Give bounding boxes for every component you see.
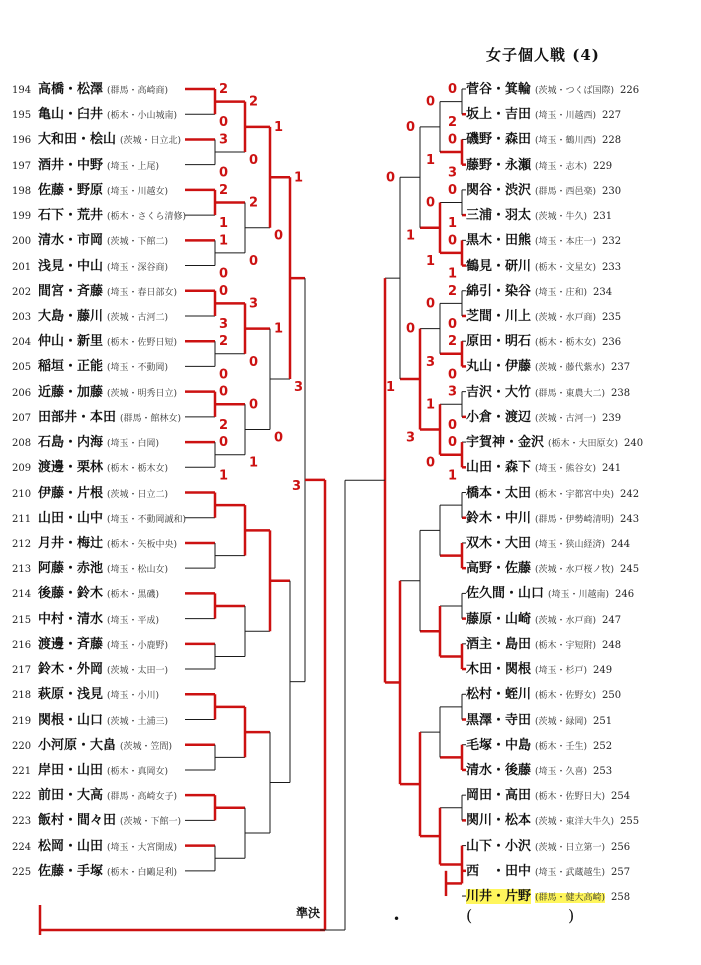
score-mark: 1 xyxy=(426,253,436,269)
entry-school: (埼玉・春日部女) xyxy=(107,287,178,298)
entry-number: 224 xyxy=(12,841,32,853)
entry-school: (群馬・高崎女子) xyxy=(107,792,178,803)
score-mark: 0 xyxy=(249,153,259,169)
entry-school: (茨城・水戸桜ノ牧) xyxy=(535,565,615,576)
entry-school: (栃木・大田原女) xyxy=(548,439,619,450)
entry-names: 稲垣・正能 xyxy=(38,359,104,375)
entry-number: 202 xyxy=(12,286,32,298)
score-mark: 0 xyxy=(448,233,458,249)
entry-number: 209 xyxy=(12,463,32,475)
score-mark: 0 xyxy=(219,115,229,131)
score-mark: 0 xyxy=(219,283,229,299)
entry-number: 239 xyxy=(602,412,622,424)
entry-names: 仲山・新里 xyxy=(38,334,104,350)
entry-school: (茨城・水戸商) xyxy=(535,312,597,323)
entry-number: 221 xyxy=(12,765,32,777)
entry-names: 酒井・中野 xyxy=(38,157,104,173)
entry-number: 257 xyxy=(611,866,631,878)
score-mark: 3 xyxy=(219,132,229,148)
score-mark: 3 xyxy=(448,384,458,400)
entry-school: (群馬・伊勢崎清明) xyxy=(535,514,615,525)
entry-number: 236 xyxy=(602,337,622,349)
entry-names: 藤原・山崎 xyxy=(466,611,532,627)
entry-names: 吉沢・大竹 xyxy=(466,384,532,400)
entry-names: 鶴見・研川 xyxy=(466,258,532,274)
entry-number: 230 xyxy=(602,185,622,197)
entry-school: (埼玉・熊谷女) xyxy=(535,464,597,475)
score-mark: 2 xyxy=(448,115,458,131)
entry-number: 222 xyxy=(12,791,32,803)
score-mark: 0 xyxy=(426,296,436,312)
entry-number: 201 xyxy=(12,261,32,273)
entry-number: 213 xyxy=(12,564,32,576)
score-mark: 0 xyxy=(448,417,458,433)
entry-names: 山田・森下 xyxy=(466,460,532,476)
entry-school: (栃木・真岡女) xyxy=(107,766,169,777)
entry-names: 間宮・斉藤 xyxy=(38,283,104,299)
score-mark: 0 xyxy=(219,384,229,400)
entry-names: 芝間・川上 xyxy=(466,308,532,324)
entry-names: 松村・蛭川 xyxy=(466,687,532,703)
score-mark: 0 xyxy=(448,367,458,383)
entry-school: (栃木・佐野女) xyxy=(535,691,597,702)
entry-names: 松岡・山田 xyxy=(38,838,104,854)
entry-names: 坂上・吉田 xyxy=(466,107,532,123)
entry-number: 227 xyxy=(602,110,622,122)
entry-number: 203 xyxy=(12,311,32,323)
entry-number: 245 xyxy=(620,564,640,576)
score-mark: 0 xyxy=(448,316,458,332)
entry-number: 244 xyxy=(611,538,631,550)
score-mark: 2 xyxy=(448,283,458,299)
score-mark: 1 xyxy=(406,228,416,244)
entry-school: (栃木・壬生) xyxy=(535,741,588,752)
entry-number: 208 xyxy=(12,438,32,450)
score-mark: 0 xyxy=(426,195,436,211)
entry-names: 伊藤・片根 xyxy=(38,485,104,501)
score-mark: 0 xyxy=(406,321,416,337)
score-mark: 3 xyxy=(249,296,259,312)
entry-school: (埼玉・鶴川西) xyxy=(535,136,597,147)
entry-school: (茨城・つくば国際) xyxy=(535,86,615,96)
entry-number: 207 xyxy=(12,412,32,424)
entry-number: 194 xyxy=(12,85,32,96)
entry-names: 浅見・中山 xyxy=(38,258,104,274)
entry-school: (栃木・宇都宮中央) xyxy=(535,489,615,500)
entry-names: 黒木・田熊 xyxy=(466,233,532,249)
entry-names: 佐藤・野原 xyxy=(38,182,104,198)
entry-names: 亀山・臼井 xyxy=(38,107,104,123)
entry-names: 藤野・永瀬 xyxy=(466,157,532,173)
entry-names: 石下・荒井 xyxy=(38,208,104,224)
score-mark: 1 xyxy=(274,119,284,135)
entry-school: (埼玉・小川) xyxy=(107,691,160,702)
score-mark: 2 xyxy=(249,94,259,110)
entry-school: (埼玉・不動岡誠和) xyxy=(107,514,187,525)
entry-names: 鈴木・外岡 xyxy=(38,662,104,678)
score-mark: 1 xyxy=(274,321,284,337)
entry-number: 226 xyxy=(620,85,640,96)
entry-school: (群馬・館林女) xyxy=(120,413,182,424)
score-mark: 0 xyxy=(274,430,284,446)
entry-number: 197 xyxy=(12,160,32,172)
entry-number: 198 xyxy=(12,185,32,197)
entry-number: 211 xyxy=(12,513,32,525)
entry-school: (埼玉・杉戸) xyxy=(535,666,588,677)
entry-school: (茨城・太田一) xyxy=(107,666,169,677)
entry-number: 223 xyxy=(12,816,32,828)
score-mark: 1 xyxy=(448,266,458,282)
score-mark: 2 xyxy=(219,417,229,433)
entry-number: 205 xyxy=(12,362,32,374)
score-mark: 1 xyxy=(386,380,396,396)
score-mark: 1 xyxy=(448,216,458,232)
entry-school: (群馬・高崎商) xyxy=(107,86,169,96)
entry-school: (茨城・古河一) xyxy=(535,413,597,424)
dot-mark: • xyxy=(393,912,401,926)
entry-school: (埼玉・上尾) xyxy=(107,161,160,172)
score-mark: 3 xyxy=(294,380,304,396)
entry-number: 233 xyxy=(602,261,622,273)
score-mark: 1 xyxy=(219,216,229,232)
entry-school: (埼玉・志木) xyxy=(535,161,588,172)
entry-names: 毛塚・中島 xyxy=(466,737,532,753)
entry-school: (茨城・緑岡) xyxy=(535,716,588,727)
entry-school: (茨城・土浦三) xyxy=(107,716,169,727)
score-mark: 0 xyxy=(219,266,229,282)
entry-names: 川井・片野 xyxy=(466,889,532,905)
entry-names: 関根・山口 xyxy=(38,712,104,728)
entry-number: 235 xyxy=(602,311,622,323)
entry-number: 252 xyxy=(593,740,613,752)
entry-school: (埼玉・不動岡) xyxy=(107,363,169,374)
entry-school: (茨城・東洋大牛久) xyxy=(535,817,615,828)
entry-school: (茨城・笠間) xyxy=(120,741,173,752)
entry-names: 岡田・高田 xyxy=(466,788,532,804)
score-mark: 0 xyxy=(386,170,396,186)
entry-names: 近藤・加藤 xyxy=(38,384,104,400)
entry-names: 渡邊・斉藤 xyxy=(38,636,104,652)
entry-names: 大和田・桧山 xyxy=(38,132,117,148)
entry-school: (栃木・佐野日大) xyxy=(535,792,606,803)
entry-names: 山下・小沢 xyxy=(466,838,532,854)
entry-number: 237 xyxy=(611,362,631,374)
entry-number: 246 xyxy=(615,589,635,601)
entry-school: (茨城・日立二) xyxy=(107,489,169,500)
score-mark: 3 xyxy=(219,316,229,332)
entry-school: (栃木・栃木女) xyxy=(535,338,597,349)
entry-names: 原田・明石 xyxy=(466,334,532,350)
final-label: 準決 xyxy=(296,906,321,920)
entry-number: 199 xyxy=(12,211,32,223)
entry-number: 217 xyxy=(12,665,32,677)
entry-names: 木田・関根 xyxy=(466,662,532,678)
entry-number: 234 xyxy=(593,286,613,298)
entry-names: 小倉・渡辺 xyxy=(466,409,532,425)
entry-names: 宇賀神・金沢 xyxy=(466,435,545,451)
score-mark: 1 xyxy=(219,233,229,249)
entry-school: (埼玉・川越南) xyxy=(548,590,610,601)
score-mark: 0 xyxy=(274,228,284,244)
entry-number: 219 xyxy=(12,715,32,727)
entry-names: 中村・清水 xyxy=(38,611,104,627)
entry-school: (埼玉・白岡) xyxy=(107,439,160,450)
entry-school: (群馬・東農大二) xyxy=(535,388,606,399)
entry-number: 232 xyxy=(602,236,622,248)
entry-names: 双木・大田 xyxy=(466,535,532,551)
entry-school: (群馬・西邑楽) xyxy=(535,186,597,197)
entry-names: 飯村・間々田 xyxy=(38,813,117,829)
entry-names: 渡邊・栗林 xyxy=(38,460,104,476)
entry-number: 210 xyxy=(12,488,32,500)
entry-names: 月井・梅辻 xyxy=(38,535,104,551)
entry-school: (栃木・矢板中央) xyxy=(107,539,178,550)
open-paren: ( xyxy=(466,906,473,925)
entry-number: 251 xyxy=(593,715,613,727)
score-mark: 0 xyxy=(249,253,259,269)
score-mark: 0 xyxy=(448,182,458,198)
score-mark: 0 xyxy=(249,397,259,413)
entry-names: 清水・市岡 xyxy=(38,233,104,249)
entry-names: 黒澤・寺田 xyxy=(466,712,532,728)
score-mark: 0 xyxy=(448,435,458,451)
score-mark: 1 xyxy=(426,397,436,413)
entry-names: 三浦・羽太 xyxy=(466,208,532,224)
score-mark: 1 xyxy=(249,455,259,471)
entry-names: 石島・内海 xyxy=(38,435,104,451)
entry-school: (埼玉・松山女) xyxy=(107,565,169,576)
score-mark: 1 xyxy=(219,468,229,484)
entry-names: 高橋・松澤 xyxy=(38,82,104,97)
entry-names: 萩原・浅見 xyxy=(38,687,104,703)
entry-school: (栃木・栃木女) xyxy=(107,464,169,475)
entry-number: 204 xyxy=(12,337,32,349)
score-mark: 2 xyxy=(249,195,259,211)
score-mark: 3 xyxy=(426,354,436,370)
entry-number: 238 xyxy=(611,387,631,399)
entry-number: 200 xyxy=(12,236,32,248)
score-mark: 1 xyxy=(426,153,436,169)
entry-names: 田部井・本田 xyxy=(38,409,117,425)
entry-school: (埼玉・深谷商) xyxy=(107,262,169,273)
entry-school: (茨城・下館一) xyxy=(120,817,182,828)
entry-number: 196 xyxy=(12,135,32,147)
entry-number: 229 xyxy=(593,160,613,172)
entry-names: 酒主・島田 xyxy=(466,636,532,652)
entry-school: (栃木・白鷗足利) xyxy=(107,867,178,878)
score-mark: 1 xyxy=(448,468,458,484)
entry-school: (茨城・明秀日立) xyxy=(107,388,178,399)
entry-number: 225 xyxy=(12,866,32,878)
entry-school: (埼玉・川越女) xyxy=(107,186,169,197)
entry-school: (埼玉・川越西) xyxy=(535,111,597,122)
entry-school: (茨城・日立北) xyxy=(120,136,182,147)
entry-school: (埼玉・平成) xyxy=(107,615,160,626)
entry-names: 関谷・渋沢 xyxy=(466,182,532,198)
entry-number: 248 xyxy=(602,639,622,651)
entry-names: 菅谷・箕輪 xyxy=(466,82,532,97)
entry-school: (栃木・さくら清修) xyxy=(107,212,187,223)
entry-names: 高野・佐藤 xyxy=(466,561,532,577)
entry-number: 212 xyxy=(12,538,32,550)
entry-school: (埼玉・大宮開成) xyxy=(107,842,178,853)
entry-school: (栃木・文星女) xyxy=(535,262,597,273)
entry-number: 250 xyxy=(602,690,622,702)
entry-school: (茨城・藤代紫水) xyxy=(535,363,606,374)
entry-school: (茨城・古河二) xyxy=(107,312,169,323)
entry-number: 249 xyxy=(593,665,613,677)
entry-school: (茨城・水戸商) xyxy=(535,615,597,626)
score-mark: 0 xyxy=(426,94,436,110)
entry-number: 254 xyxy=(611,791,631,803)
score-mark: 0 xyxy=(249,354,259,370)
entry-number: 216 xyxy=(12,639,32,651)
entry-number: 218 xyxy=(12,690,32,702)
entry-names: 佐藤・手塚 xyxy=(38,863,104,879)
entry-number: 214 xyxy=(12,589,32,601)
entry-school: (埼玉・本庄一) xyxy=(535,237,597,248)
entry-names: 佐久間・山口 xyxy=(466,586,545,602)
entry-names: 関川・松本 xyxy=(466,813,532,829)
entry-number: 206 xyxy=(12,387,32,399)
entry-names: 大島・藤川 xyxy=(38,308,104,324)
score-mark: 2 xyxy=(219,82,229,97)
entry-names: 橋本・太田 xyxy=(466,485,532,501)
entry-number: 256 xyxy=(611,841,631,853)
entry-names: 丸山・伊藤 xyxy=(466,359,532,375)
entry-school: (埼玉・小鹿野) xyxy=(107,640,169,651)
score-mark: 0 xyxy=(219,367,229,383)
entry-school: (埼玉・庄和) xyxy=(535,287,588,298)
entry-number: 215 xyxy=(12,614,32,626)
score-mark: 2 xyxy=(448,334,458,350)
entry-school: (茨城・牛久) xyxy=(535,212,588,223)
entry-names: 清水・後藤 xyxy=(466,762,532,778)
page-title: 女子個人戦 (4) xyxy=(486,46,600,64)
entry-school: (埼玉・久喜) xyxy=(535,766,588,777)
entry-school: (群馬・健大高崎) xyxy=(535,893,606,904)
score-mark: 0 xyxy=(426,455,436,471)
entry-number: 242 xyxy=(620,488,640,500)
entry-number: 243 xyxy=(620,513,640,525)
entry-names: 阿藤・赤池 xyxy=(38,561,104,577)
score-mark: 0 xyxy=(219,435,229,451)
entry-number: 241 xyxy=(602,463,622,475)
entry-names: 綿引・染谷 xyxy=(466,283,532,299)
entry-school: (茨城・日立第一) xyxy=(535,842,606,853)
entry-names: 後藤・鈴木 xyxy=(38,586,104,602)
entry-names: 前田・大高 xyxy=(38,788,104,804)
score-mark: 1 xyxy=(294,170,304,186)
score-mark: 2 xyxy=(219,182,229,198)
entry-names: 西 ・田中 xyxy=(466,863,532,879)
entry-number: 195 xyxy=(12,110,32,122)
entry-school: (栃木・黒磯) xyxy=(107,590,160,601)
entry-number: 220 xyxy=(12,740,32,752)
entry-school: (栃木・小山城南) xyxy=(107,111,178,122)
score-mark: 0 xyxy=(448,132,458,148)
entry-number: 253 xyxy=(593,765,613,777)
score-mark: 3 xyxy=(292,479,302,494)
entry-school: (埼玉・武蔵越生) xyxy=(535,867,606,878)
score-mark: 0 xyxy=(448,82,458,97)
entry-school: (栃木・佐野日短) xyxy=(107,338,178,349)
entry-number: 258 xyxy=(611,892,631,904)
entry-number: 255 xyxy=(620,816,640,828)
entry-number: 247 xyxy=(602,614,622,626)
entry-number: 240 xyxy=(624,438,644,450)
entry-names: 山田・山中 xyxy=(38,510,104,526)
entry-school: (茨城・下館二) xyxy=(107,237,169,248)
entry-names: 磯野・森田 xyxy=(466,132,532,148)
score-mark: 3 xyxy=(448,165,458,181)
entry-school: (栃木・宇短附) xyxy=(535,640,597,651)
close-paren: ) xyxy=(568,906,575,925)
entry-school: (埼玉・狭山経済) xyxy=(535,539,606,550)
entry-names: 鈴木・中川 xyxy=(466,510,532,526)
entry-number: 231 xyxy=(593,211,613,223)
score-mark: 3 xyxy=(406,430,416,446)
entry-names: 小河原・大畠 xyxy=(38,737,117,753)
score-mark: 2 xyxy=(219,334,229,350)
score-mark: 0 xyxy=(406,119,416,135)
entry-names: 岸田・山田 xyxy=(38,762,104,778)
entry-number: 228 xyxy=(602,135,622,147)
score-mark: 0 xyxy=(219,165,229,181)
